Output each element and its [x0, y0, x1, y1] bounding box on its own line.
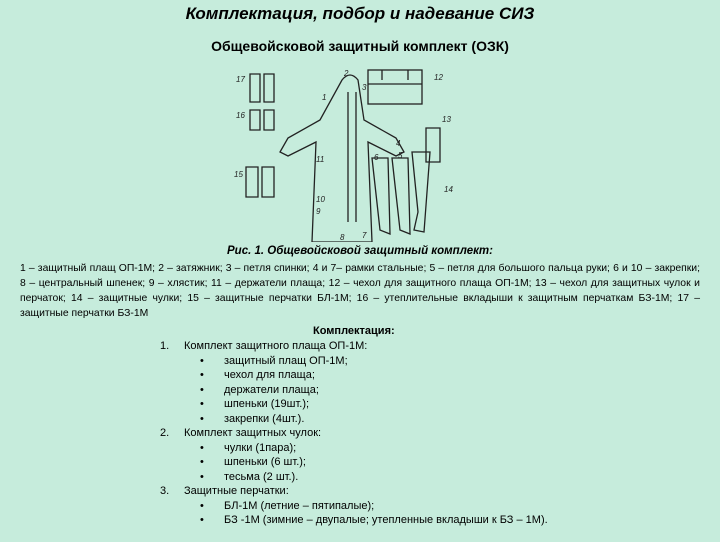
- glove-bz-icon: [250, 74, 274, 102]
- svg-text:9: 9: [316, 207, 321, 216]
- svg-text:13: 13: [442, 115, 451, 124]
- list-item: • БЛ-1М (летние – пятипалые);: [200, 499, 375, 512]
- list-item: • чехол для плаща;: [200, 369, 315, 381]
- bullet-icon: •: [200, 383, 204, 396]
- bullet-icon: •: [200, 354, 204, 367]
- kit-group-1: [160, 339, 580, 354]
- kit-heading: Комплектация:: [313, 325, 395, 337]
- svg-text:4: 4: [396, 139, 401, 148]
- svg-text:6: 6: [374, 153, 379, 162]
- list-item: • чулки (1пара);: [200, 441, 297, 454]
- ozk-kit-figure: [222, 62, 464, 242]
- kit-group-number: 1.: [160, 340, 170, 352]
- kit-list: [160, 339, 580, 542]
- cloak-case-icon: [368, 70, 422, 104]
- glove-bl-icon: [246, 167, 274, 197]
- svg-text:11: 11: [316, 155, 325, 164]
- page-subtitle: Общевойсковой защитный комплект (ОЗК): [211, 38, 509, 54]
- bullet-icon: •: [200, 398, 204, 410]
- bullet-icon: •: [200, 369, 204, 381]
- svg-text:2: 2: [344, 69, 349, 78]
- kit-group-title: Комплект защитных чулок:: [184, 427, 322, 439]
- svg-text:3: 3: [362, 83, 367, 92]
- list-item: • держатели плаща;: [200, 383, 319, 396]
- page-title: Комплектация, подбор и надевание СИЗ: [185, 4, 535, 23]
- glove-liner-icon: [250, 110, 274, 130]
- svg-text:8: 8: [340, 233, 345, 242]
- kit-group-number: 3.: [160, 485, 170, 497]
- list-item: • тесьма (2 шт.).: [200, 470, 299, 483]
- svg-text:10: 10: [316, 195, 325, 204]
- svg-text:12: 12: [434, 73, 443, 82]
- stocking-case-icon: [426, 128, 440, 162]
- bullet-icon: •: [200, 456, 204, 468]
- kit-group-3: [160, 484, 580, 499]
- svg-text:5: 5: [398, 151, 403, 160]
- cloak-seam-icon: [348, 92, 356, 222]
- svg-text:1: 1: [322, 93, 327, 102]
- svg-text:14: 14: [444, 185, 453, 194]
- svg-text:16: 16: [236, 111, 245, 120]
- kit-group-title: Комплект защитного плаща ОП-1М:: [184, 340, 368, 352]
- bullet-icon: •: [200, 412, 204, 425]
- svg-text:7: 7: [362, 231, 367, 240]
- bullet-icon: •: [200, 499, 204, 512]
- stocking-icon: [372, 158, 390, 234]
- bullet-icon: •: [200, 441, 204, 454]
- list-item: • шпеньки (6 шт.);: [200, 456, 306, 468]
- kit-group-title: Защитные перчатки:: [184, 485, 289, 497]
- bullet-icon: •: [200, 470, 204, 483]
- list-item: • закрепки (4шт.).: [200, 412, 305, 425]
- figure-legend: 1 – защитный плащ ОП-1М; 2 – затяжник; 3 – петля спинки; 4 и 7– рамки стальные; 5 – петля для большого пальца руки; 6 и 10 – закрепки; 8 – центральный шпенек; 9 – хлястик; 11 – держатели плаща; 12 – чехол для защитного плаща ОП-1М; 13 – чехол для защитных чулок и перчаток; 14 – защитные чулки; 15 – защитные перчатки БЛ-1М; 16 – утеплительные вкладыши к защитным перчаткам БЗ-1М; 17 – защитные перчатки БЗ-1М: [20, 263, 700, 319]
- figure-caption: Рис. 1. Общевойсковой защитный комплект:: [227, 245, 493, 257]
- list-item: • защитный плащ ОП-1М;: [200, 354, 348, 367]
- kit-group-2: [160, 426, 580, 441]
- list-item: • шпеньки (19шт.);: [200, 398, 310, 410]
- bullet-icon: •: [200, 514, 204, 526]
- svg-text:17: 17: [236, 75, 245, 84]
- list-item: • БЗ -1М (зимние – двупалые; утепленные вкладыши к БЗ – 1М).: [200, 514, 548, 526]
- ozk-kit-illustration-icon: [222, 62, 464, 242]
- svg-text:15: 15: [234, 170, 243, 179]
- kit-group-number: 2.: [160, 427, 170, 439]
